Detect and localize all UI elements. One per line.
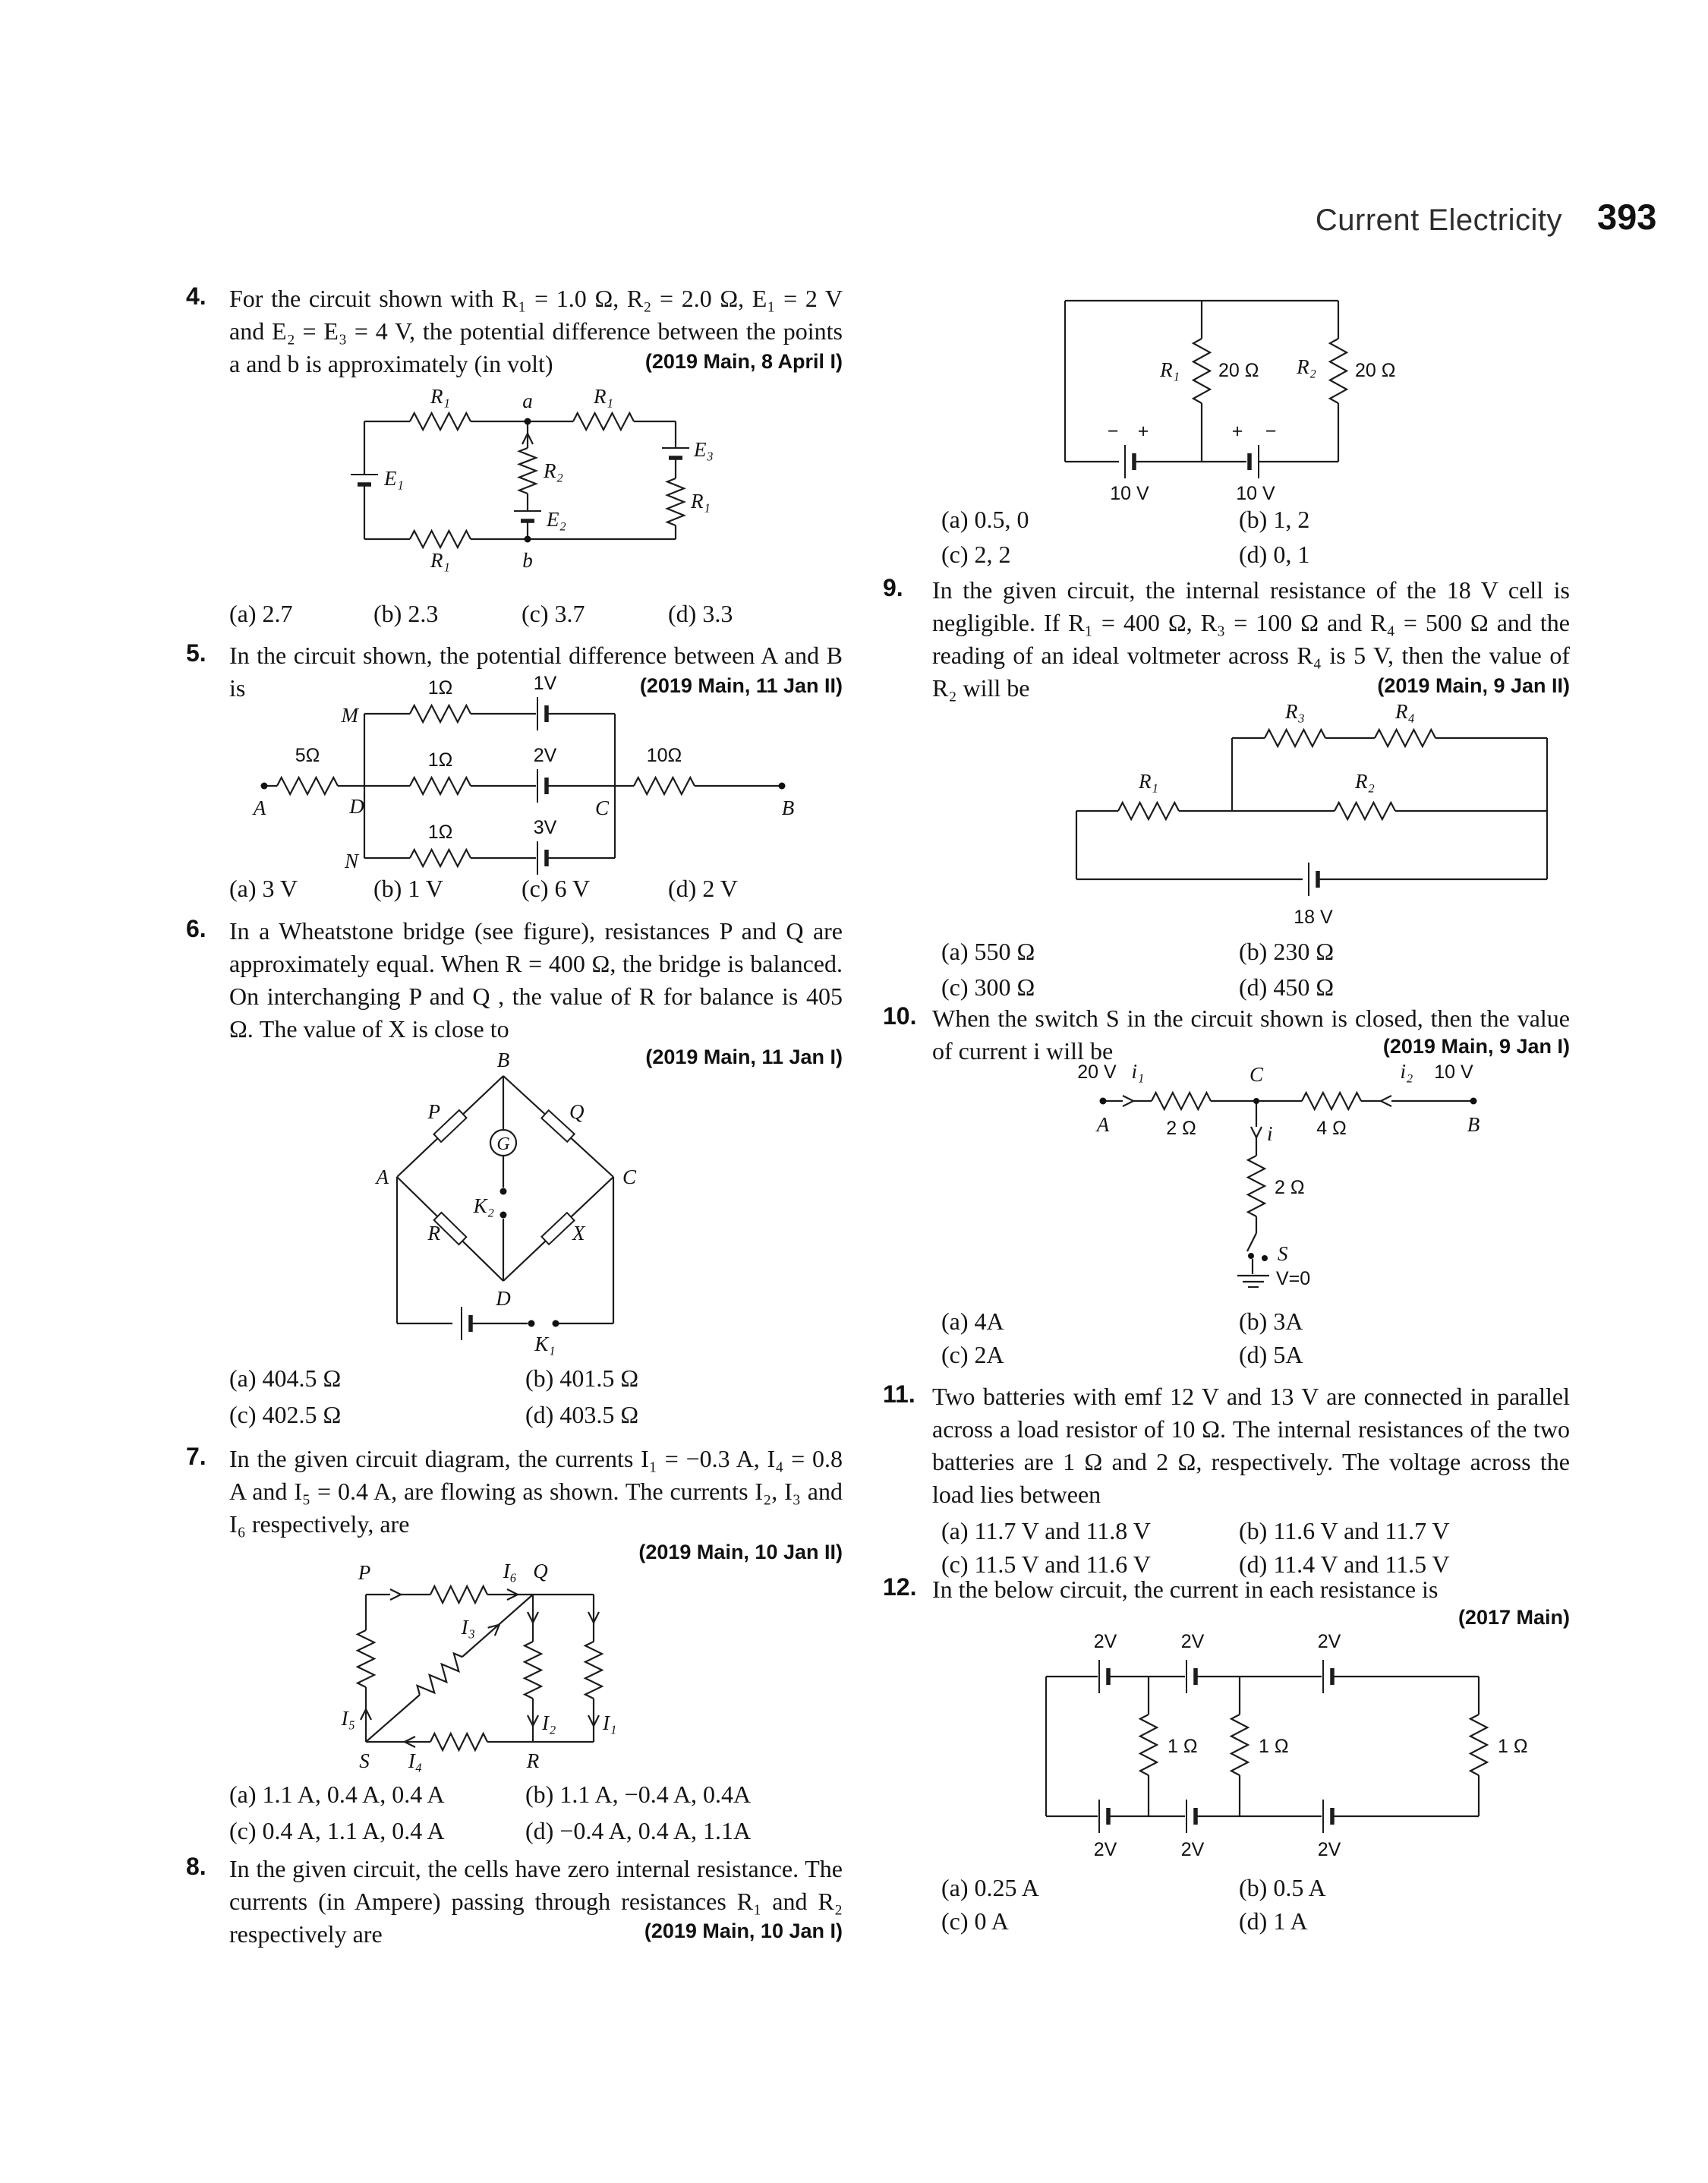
q7-number: 7. — [186, 1443, 206, 1470]
label-node-a: A — [253, 797, 266, 819]
label-2v: 2V — [1317, 1839, 1341, 1860]
label-plus: + — [1137, 421, 1149, 442]
label-20ohm: 20 Ω — [1355, 360, 1396, 381]
label-1v: 1V — [533, 673, 557, 694]
q11-number: 11. — [883, 1380, 915, 1408]
label-2v: 2V — [1317, 1631, 1341, 1652]
option-a: (a) 11.7 V and 11.8 V — [941, 1517, 1151, 1544]
label-p: P — [427, 1100, 440, 1123]
label-10v: 10 V — [1110, 483, 1149, 504]
label-node-s: S — [359, 1749, 370, 1772]
q10-number: 10. — [883, 1002, 917, 1030]
q6-number: 6. — [186, 915, 206, 942]
q7-text: In the given circuit diagram, the currents I₁ = −0.3 A, I₄ = 0.8 A and I₅ = 0.4 A, are flowing as shown. The currents I₂, I₃ and I₆ respectively, are — [229, 1445, 843, 1538]
q9-options-row1 — [941, 938, 1570, 970]
label-r1: R₁ — [691, 490, 711, 513]
label-2v: 2V — [533, 745, 557, 766]
q9-options-row2 — [941, 973, 1570, 1005]
label-node-b: B — [1467, 1113, 1480, 1136]
option-b: (b) 3A — [1239, 1308, 1303, 1335]
label-i6: I₆ — [503, 1560, 518, 1582]
q6-options-row2 — [229, 1401, 843, 1433]
label-k2: K₂ — [473, 1194, 494, 1217]
option-d: (d) 0, 1 — [1239, 541, 1310, 568]
q12-text: In the below circuit, the current in each resistance is — [932, 1576, 1439, 1603]
q12-number: 12. — [883, 1573, 917, 1601]
label-r1: R₁ — [430, 549, 450, 572]
label-10ohm: 10Ω — [646, 745, 682, 766]
circuit-q4-diagram — [342, 383, 721, 581]
label-10v: 10 V — [1236, 483, 1275, 504]
q5-text: In the circuit shown, the potential difference between A and B is — [229, 642, 843, 702]
q4-text: For the circuit shown with R₁ = 1.0 Ω, R₂ = 2.0 Ω, E₁ = 2 V and E₂ = E₃ = 4 V, the potential difference between the points a and b is approximately (in volt) — [229, 285, 843, 377]
label-10v: 10 V — [1434, 1062, 1473, 1083]
label-i1: I₁ — [603, 1711, 617, 1734]
option-b: (b) 0.5 A — [1239, 1874, 1326, 1901]
q12-source: (2017 Main) — [1457, 1606, 1570, 1629]
label-e3: E₃ — [694, 438, 714, 461]
circuit-q6-diagram — [355, 1049, 659, 1363]
q10-options-row1 — [941, 1308, 1570, 1339]
option-d: (d) 450 Ω — [1239, 973, 1335, 1001]
label-r4: R₄ — [1395, 700, 1415, 723]
q12-options-row2 — [941, 1907, 1570, 1939]
label-r1: R₁ — [1139, 770, 1158, 793]
label-node-m: M — [341, 704, 358, 727]
label-q: Q — [569, 1100, 585, 1123]
q10-options-row2 — [941, 1341, 1570, 1373]
circuit-q10-diagram — [1051, 1057, 1537, 1296]
label-node-q: Q — [533, 1560, 548, 1582]
label-i1: i₁ — [1131, 1060, 1145, 1083]
label-2ohm: 2 Ω — [1275, 1177, 1305, 1198]
label-i2: I₂ — [542, 1711, 556, 1734]
wires — [1065, 301, 1347, 478]
q7-options-row1 — [229, 1781, 843, 1812]
wires — [358, 1586, 602, 1750]
ground-icon — [1237, 1276, 1269, 1287]
option-c: (c) 0 A — [941, 1907, 1009, 1935]
label-x: X — [572, 1222, 585, 1244]
q8-source: (2019 Main, 10 Jan I) — [644, 1920, 843, 1942]
q11-text: Two batteries with emf 12 V and 13 V are connected in parallel across a load resistor of 10 Ω. The internal resistances of the two batteries are 1 Ω and 2 Ω, respectively. The voltage across the load lies between — [932, 1383, 1570, 1508]
label-1ohm: 1 Ω — [1498, 1736, 1528, 1757]
label-r1: R₁ — [430, 385, 450, 408]
label-v0: V=0 — [1276, 1268, 1311, 1289]
label-20v: 20 V — [1077, 1062, 1117, 1083]
label-1ohm: 1 Ω — [1259, 1736, 1289, 1757]
option-a: (a) 550 Ω — [941, 938, 1035, 965]
option-d: (d) 1 A — [1239, 1907, 1308, 1935]
option-a: (a) 404.5 Ω — [229, 1364, 342, 1392]
label-g: G — [496, 1134, 510, 1154]
option-c: (c) 6 V — [522, 875, 591, 902]
option-c: (c) 402.5 Ω — [229, 1401, 342, 1428]
label-node-n: N — [344, 850, 358, 872]
label-node-c: C — [594, 797, 609, 819]
option-c: (c) 3.7 — [522, 600, 585, 627]
arrow-right-icon — [390, 1589, 401, 1600]
circuit-q8-diagram — [1046, 279, 1403, 515]
label-2v: 2V — [1180, 1631, 1205, 1652]
q6-source: (2019 Main, 11 Jan I) — [645, 1046, 843, 1068]
page-number: 393 — [1597, 197, 1657, 237]
option-b: (b) 11.6 V and 11.7 V — [1239, 1517, 1450, 1544]
q9-text: In the given circuit, the internal resistance of the 18 V cell is negligible. If R₁ = 400 Ω, R₃ = 100 Ω and R₄ = 500 Ω and the reading of an ideal voltmeter across R₄ is 5 V, then the value of R₂ will be — [932, 576, 1570, 702]
circuit-q9-diagram — [1061, 699, 1562, 934]
q7-source: (2019 Main, 10 Jan II) — [638, 1541, 843, 1563]
label-e2: E₂ — [547, 508, 566, 531]
q8-options-row2 — [941, 541, 1570, 573]
label-2v: 2V — [1093, 1631, 1117, 1652]
option-c: (c) 300 Ω — [941, 973, 1035, 1001]
label-node-a: a — [522, 390, 533, 412]
q9-source: (2019 Main, 9 Jan II) — [1377, 674, 1570, 697]
option-b: (b) 1 V — [373, 875, 443, 902]
label-node-r: R — [526, 1749, 540, 1772]
q10-source: (2019 Main, 9 Jan I) — [1382, 1035, 1570, 1058]
option-d: (d) 403.5 Ω — [525, 1401, 639, 1428]
label-3v: 3V — [533, 817, 557, 838]
chapter-title: Current Electricity — [1315, 203, 1562, 237]
label-18v: 18 V — [1294, 907, 1333, 928]
q11-options-row1 — [941, 1517, 1570, 1549]
option-a: (a) 0.5, 0 — [941, 506, 1029, 533]
option-b: (b) 230 Ω — [1239, 938, 1335, 965]
label-r3: R₃ — [1285, 700, 1305, 723]
q8-options-row1 — [941, 506, 1570, 538]
option-d: (d) 3.3 — [668, 600, 733, 627]
option-c: (c) 11.5 V and 11.6 V — [941, 1550, 1151, 1578]
circuit-q12-diagram — [1023, 1625, 1539, 1864]
circuit-q7-diagram — [341, 1560, 632, 1774]
label-node-b: B — [496, 1049, 510, 1071]
label-minus: − — [1265, 421, 1277, 442]
option-c: (c) 2, 2 — [941, 541, 1011, 568]
q5-source: (2019 Main, 11 Jan II) — [639, 674, 843, 697]
label-2ohm: 2 Ω — [1166, 1118, 1196, 1139]
label-r2: R₂ — [1355, 770, 1375, 793]
label-node-b: b — [522, 549, 533, 572]
q6-options-row1 — [229, 1364, 843, 1396]
label-i: i — [1267, 1122, 1273, 1145]
option-d: (d) 5A — [1239, 1341, 1303, 1368]
label-node-a: A — [1096, 1113, 1110, 1136]
label-1ohm: 1Ω — [427, 822, 453, 843]
label-k1: K₁ — [534, 1333, 556, 1355]
label-i5: I₅ — [341, 1707, 355, 1730]
option-a: (a) 4A — [941, 1308, 1004, 1335]
wires — [261, 697, 786, 875]
arrow-down-icon — [1251, 1127, 1262, 1137]
label-1ohm: 1Ω — [427, 749, 453, 771]
label-1ohm: 1Ω — [427, 677, 453, 699]
label-r: R — [427, 1222, 440, 1244]
label-i4: I₄ — [408, 1749, 423, 1772]
label-minus: − — [1107, 421, 1119, 442]
label-i3: I₃ — [461, 1616, 475, 1639]
label-node-b: B — [781, 797, 795, 819]
q8-text: In the given circuit, the cells have zero internal resistance. The currents (in Ampere) passing through resistances R₁ and R₂ respectively are — [229, 1855, 843, 1948]
label-node-d: D — [349, 795, 364, 818]
option-d: (d) −0.4 A, 0.4 A, 1.1A — [525, 1817, 752, 1844]
option-b: (b) 2.3 — [373, 600, 439, 627]
label-r2: R₂ — [1297, 355, 1316, 378]
label-r1: R₁ — [594, 385, 613, 408]
q4-source: (2019 Main, 8 April I) — [644, 350, 843, 373]
option-c: (c) 2A — [941, 1341, 1004, 1368]
label-e1: E₁ — [384, 467, 404, 490]
label-node-a: A — [376, 1166, 389, 1188]
q5-options — [229, 875, 843, 907]
option-b: (b) 1, 2 — [1239, 506, 1310, 533]
q9-number: 9. — [883, 574, 903, 601]
label-2v: 2V — [1180, 1839, 1205, 1860]
wires — [1076, 730, 1547, 896]
option-b: (b) 401.5 Ω — [525, 1364, 639, 1392]
label-1ohm: 1 Ω — [1168, 1736, 1198, 1757]
label-5ohm: 5Ω — [295, 745, 320, 766]
label-plus: + — [1231, 421, 1243, 442]
circuit-q5-diagram — [251, 672, 812, 900]
option-a: (a) 3 V — [229, 875, 298, 902]
arrow-right-icon — [1123, 1096, 1133, 1106]
arrow-left-icon — [1381, 1096, 1391, 1106]
label-node-c: C — [622, 1166, 637, 1188]
q7-options-row2 — [229, 1817, 843, 1849]
q10-text: When the switch S in the circuit shown is closed, then the value of current i will be — [932, 1005, 1570, 1065]
label-2v: 2V — [1093, 1839, 1117, 1860]
label-r1: R₁ — [1160, 358, 1180, 381]
option-a: (a) 2.7 — [229, 600, 293, 627]
label-s: S — [1278, 1242, 1288, 1265]
option-a: (a) 1.1 A, 0.4 A, 0.4 A — [229, 1781, 445, 1808]
option-c: (c) 0.4 A, 1.1 A, 0.4 A — [229, 1817, 445, 1844]
label-node-c: C — [1249, 1063, 1264, 1086]
q6-text: In a Wheatstone bridge (see figure), resistances P and Q are approximately equal. When R = 400 Ω, the bridge is balanced. On interchanging P and Q , the value of R for balance is 405 Ω. The value of X is close to — [229, 917, 843, 1043]
option-a: (a) 0.25 A — [941, 1874, 1039, 1901]
q8-number: 8. — [186, 1853, 206, 1880]
label-r2: R₂ — [544, 459, 563, 482]
switch-lever — [1247, 1233, 1256, 1251]
label-node-p: P — [358, 1561, 371, 1584]
label-node-d: D — [496, 1287, 511, 1310]
option-d: (d) 2 V — [668, 875, 738, 902]
q12-options-row1 — [941, 1874, 1570, 1906]
label-i2: i₂ — [1400, 1060, 1413, 1083]
label-4ohm: 4 Ω — [1316, 1118, 1347, 1139]
q4-number: 4. — [186, 282, 206, 310]
label-20ohm: 20 Ω — [1218, 360, 1259, 381]
q4-options — [229, 600, 843, 632]
option-b: (b) 1.1 A, −0.4 A, 0.4A — [525, 1781, 752, 1808]
q5-number: 5. — [186, 639, 206, 667]
option-d: (d) 11.4 V and 11.5 V — [1239, 1550, 1450, 1578]
